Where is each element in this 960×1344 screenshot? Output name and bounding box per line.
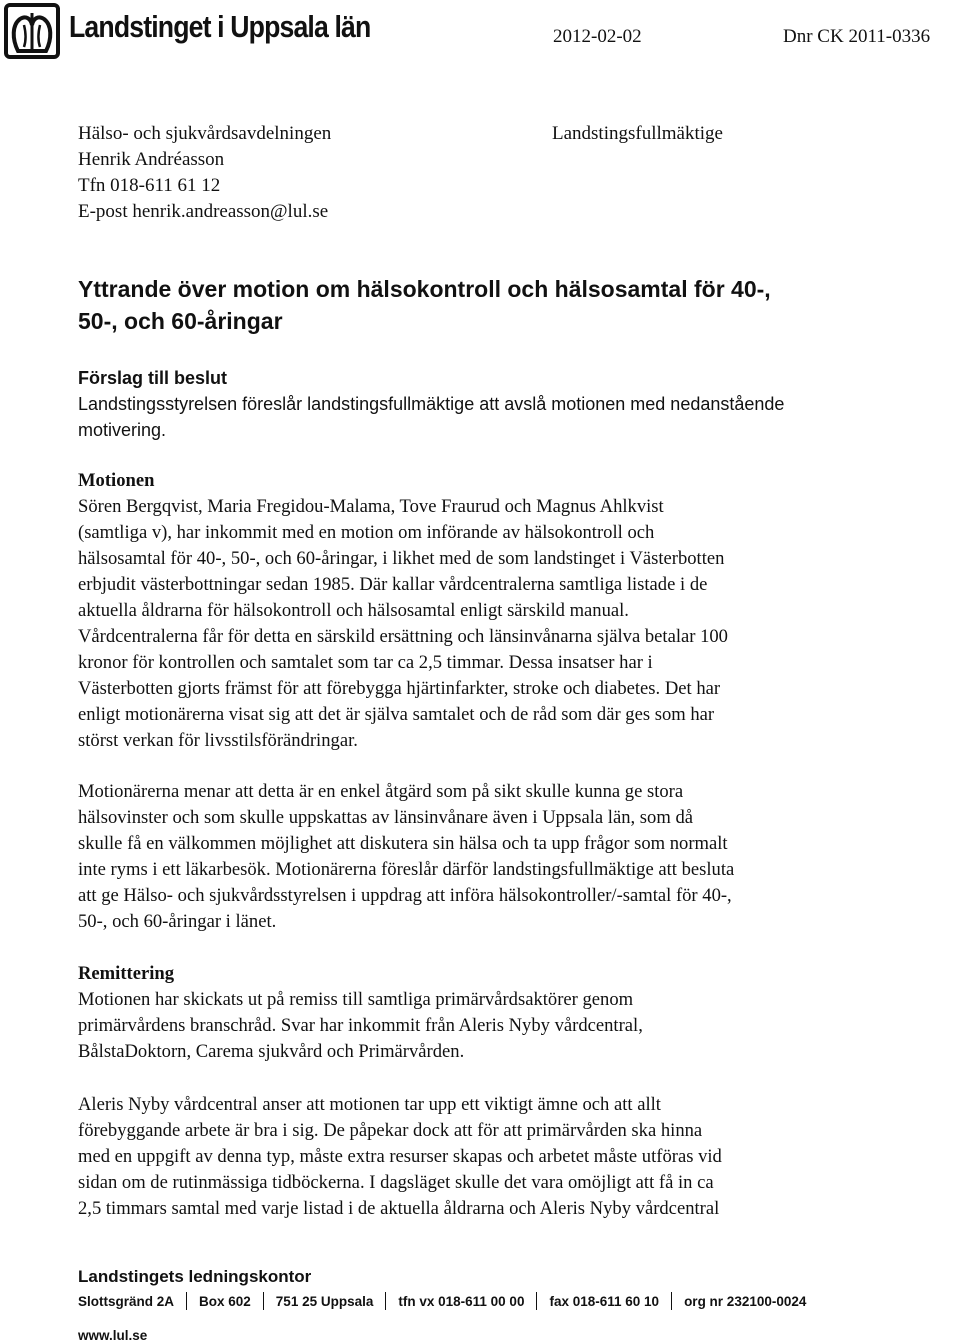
paragraph-line: inte ryms i ett läkarbesök. Motionärerna föreslår därför landstingsfullmäktige att besluta: [78, 859, 735, 880]
document-reference-number: Dnr CK 2011-0336: [783, 26, 931, 47]
motion-line: aktuella åldrarna för hälsokontroll och hälsosamtal enligt särskild manual.: [78, 600, 629, 621]
proposal-line: Landstingsstyrelsen föreslår landstingsfullmäktige att avslå motionen med nedanstående: [78, 394, 785, 414]
logo-text: Landstinget i Uppsala län: [69, 9, 371, 44]
document-date: 2012-02-02: [553, 26, 642, 47]
remittering-line: primärvårdens branschråd. Svar har inkommit från Aleris Nyby vårdcentral,: [78, 1015, 643, 1036]
sender-email: E-post henrik.andreasson@lul.se: [78, 201, 329, 222]
proposal-line: motivering.: [78, 420, 167, 440]
footer-postal: 751 25 Uppsala: [275, 1293, 374, 1309]
motion-line: (samtliga v), har inkommit med en motion om införande av hälsokontroll och: [78, 522, 655, 543]
footer-website: www.lul.se: [78, 1328, 148, 1343]
paragraph-line: skulle få en välkommen möjlighet att diskutera sin hälsa och ta upp frågor som normalt: [78, 833, 728, 854]
motion-line: Sören Bergqvist, Maria Fregidou-Malama, Tove Fraurud och Magnus Ahlkvist: [78, 496, 664, 517]
title-line: 50-, och 60-åringar: [78, 308, 283, 334]
motion-section: [78, 468, 890, 754]
footer-divider: [263, 1292, 264, 1310]
paragraph-line: Motionärerna menar att detta är en enkel åtgärd som på sikt skulle kunna ge stora: [78, 781, 684, 802]
footer-phone: tfn vx 018-611 00 00: [398, 1293, 525, 1309]
aleris-paragraph: [78, 1092, 890, 1222]
logo-emblem-icon: [4, 3, 62, 59]
remittering-section: [78, 961, 890, 1065]
paragraph-line: att ge Hälso- och sjukvårdsstyrelsen i uppdrag att införa hälsokontroller/-samtal för 40-,: [78, 885, 732, 906]
motion-line: hälsosamtal för 40-, 50-, och 60-åringar, i likhet med de som landstinget i Västerbotten: [78, 548, 725, 569]
motion-line: Vårdcentralerna får för detta en särskild ersättning och länsinvånarna själva betalar 100: [78, 626, 728, 647]
paragraph-line: 50-, och 60-åringar i länet.: [78, 911, 277, 932]
footer-address: Slottsgränd 2A: [78, 1293, 175, 1309]
footer-divider: [385, 1292, 386, 1310]
motion-line: Västerbotten gjorts främst för att förebygga hjärtinfarkter, stroke och diabetes. Det har: [78, 678, 721, 699]
footer-divider: [671, 1292, 672, 1310]
proposal-section: [78, 365, 890, 443]
motion-line: störst verkan för livsstilsförändringar.: [78, 730, 358, 751]
motion-line: kronor för kontrollen och samtalet som tar ca 2,5 timmar. Dessa insatser har i: [78, 652, 653, 673]
document-title: [78, 273, 898, 337]
paragraph-line: hälsovinster och som skulle uppskattas av länsinvånare även i Uppsala län, som då: [78, 807, 694, 828]
footer-box: Box 602: [199, 1293, 251, 1309]
proposal-heading: Förslag till beslut: [78, 368, 228, 388]
motion-line: enligt motionärerna visat sig att det är själva samtalet och de råd som där ges som har: [78, 704, 715, 725]
sender-phone: Tfn 018-611 61 12: [78, 175, 221, 196]
motion-heading: Motionen: [78, 470, 155, 491]
remittering-heading: Remittering: [78, 963, 175, 984]
sender-name: Henrik Andréasson: [78, 149, 225, 170]
paragraph-line: förebyggande arbete är bra i sig. De påpekar dock att för att primärvården ska hinna: [78, 1120, 703, 1141]
remittering-line: Motionen har skickats ut på remiss till samtliga primärvårdsaktörer genom: [78, 989, 634, 1010]
footer-contact-row: [78, 1292, 806, 1310]
sender-department: Hälso- och sjukvårdsavdelningen: [78, 123, 332, 144]
footer-divider: [186, 1292, 187, 1310]
motion-line: erbjudit västerbottningar sedan 1985. Där kallar vårdcentralerna samtliga listade i de: [78, 574, 708, 595]
remittering-line: BålstaDoktorn, Carema sjukvård och Primärvården.: [78, 1041, 465, 1062]
paragraph-line: sidan om de rutinmässiga tidböckerna. I dagsläget skulle det vara omöjligt att få in ca: [78, 1172, 714, 1193]
footer-title: Landstingets ledningskontor: [78, 1267, 312, 1286]
paragraph-line: 2,5 timmars samtal med varje listad i de aktuella åldrarna och Aleris Nyby vårdcentral: [78, 1198, 720, 1219]
recipient: Landstingsfullmäktige: [552, 123, 723, 144]
title-line: Yttrande över motion om hälsokontroll och hälsosamtal för 40-,: [78, 276, 771, 302]
footer-fax: fax 018-611 60 10: [549, 1293, 660, 1309]
logo: [4, 3, 371, 61]
footer-divider: [536, 1292, 537, 1310]
paragraph-line: med en uppgift av denna typ, måste extra resurser skapas och arbetet måste utföras vid: [78, 1146, 722, 1167]
footer-org-number: org nr 232100-0024: [684, 1293, 807, 1309]
motion-paragraph-2: [78, 779, 890, 935]
paragraph-line: Aleris Nyby vårdcentral anser att motionen tar upp ett viktigt ämne och att allt: [78, 1094, 661, 1115]
sender-block: [78, 121, 331, 225]
